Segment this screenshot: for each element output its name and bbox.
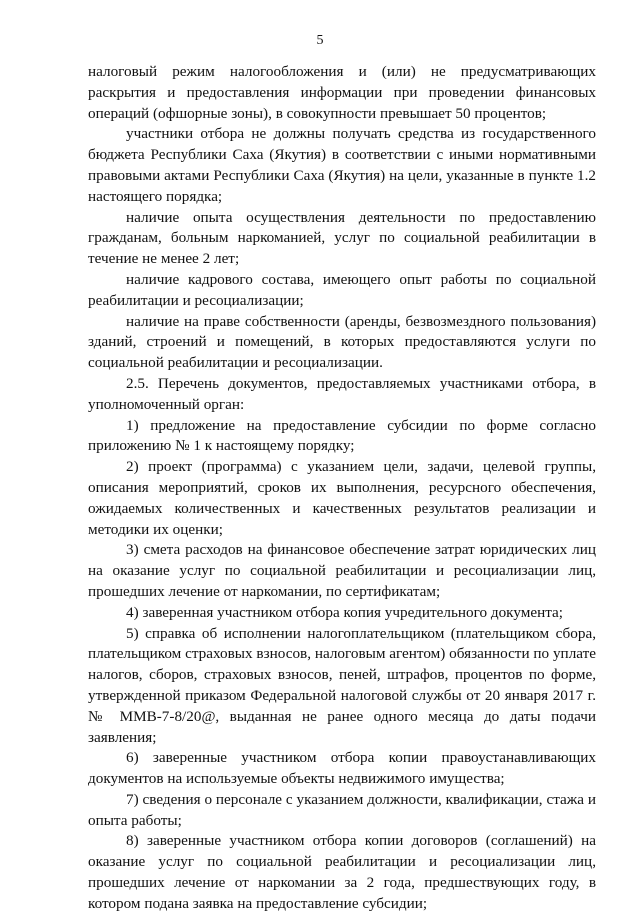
page-number: 5 <box>316 33 324 48</box>
list-item-7: 7) сведения о персонале с указанием должности, квалификации, стажа и опыта работы; <box>88 790 596 829</box>
paragraph-offshore-continuation: налоговый режим налогообложения и (или) не предусматривающих раскрытия и предоставления информации при проведении финансовых операций (офшорные зоны), в совокупности превышает 50 процентов; <box>88 63 596 122</box>
list-item-6: 6) заверенные участником отбора копии правоустанавливающих документов на используемые объекты недвижимого имущества; <box>88 749 596 788</box>
list-item-2: 2) проект (программа) с указанием цели, задачи, целевой группы, описания мероприятий, сроков их выполнения, ресурсного обеспечения, ожидаемых количественных и качественных результатов реализации и методики их оценки; <box>88 458 596 538</box>
list-item-8: 8) заверенные участником отбора копии договоров (соглашений) на оказание услуг по социальной реабилитации и ресоциализации лиц, прошедших лечение от наркомании за 2 года, предшествующих году, в котором подана заявка на предоставление субсидии; <box>88 832 596 912</box>
paragraph-staff-requirement: наличие кадрового состава, имеющего опыт работы по социальной реабилитации и ресоциализации; <box>88 270 596 309</box>
paragraph-no-state-budget-funds: участники отбора не должны получать средства из государственного бюджета Республики Саха (Якутия) в соответствии с иными нормативными правовыми актами Республики Саха (Якутия) на цели, указанные в пункте 1.2 настоящего порядка; <box>88 125 596 205</box>
list-item-4: 4) заверенная участником отбора копия учредительного документа; <box>126 603 563 621</box>
list-item-3: 3) смета расходов на финансовое обеспечение затрат юридических лиц на оказание услуг по социальной реабилитации и ресоциализации лиц, прошедших лечение от наркомании, по сертификатам; <box>88 541 596 600</box>
paragraph-experience-requirement: наличие опыта осуществления деятельности по предоставлению гражданам, больным наркоманией, услуг по социальной реабилитации в течение не менее 2 лет; <box>88 208 596 268</box>
list-item-5: 5) справка об исполнении налогоплательщиком (плательщиком сбора, плательщиком страховых взносов, налоговым агентом) обязанности по уплате налогов, сборов, страховых взносов, пеней, штрафов, процентов по форме, утвержденной приказом Федеральной налоговой службы от 20 января 2017 г. № ММВ-7-8/20@, выданная не ранее одного месяца до даты подачи заявления; <box>88 624 596 746</box>
list-item-1: 1) предложение на предоставление субсидии по форме согласно приложению № 1 к настоящему порядку; <box>88 416 596 455</box>
paragraph-section-2-5-heading: 2.5. Перечень документов, предоставляемых участниками отбора, в уполномоченный орган: <box>88 374 596 413</box>
paragraph-premises-requirement: наличие на праве собственности (аренды, безвозмездного пользования) зданий, строений и помещений, в которых предоставляются услуги по социальной реабилитации и ресоциализации. <box>88 312 596 372</box>
document-body <box>88 62 596 915</box>
